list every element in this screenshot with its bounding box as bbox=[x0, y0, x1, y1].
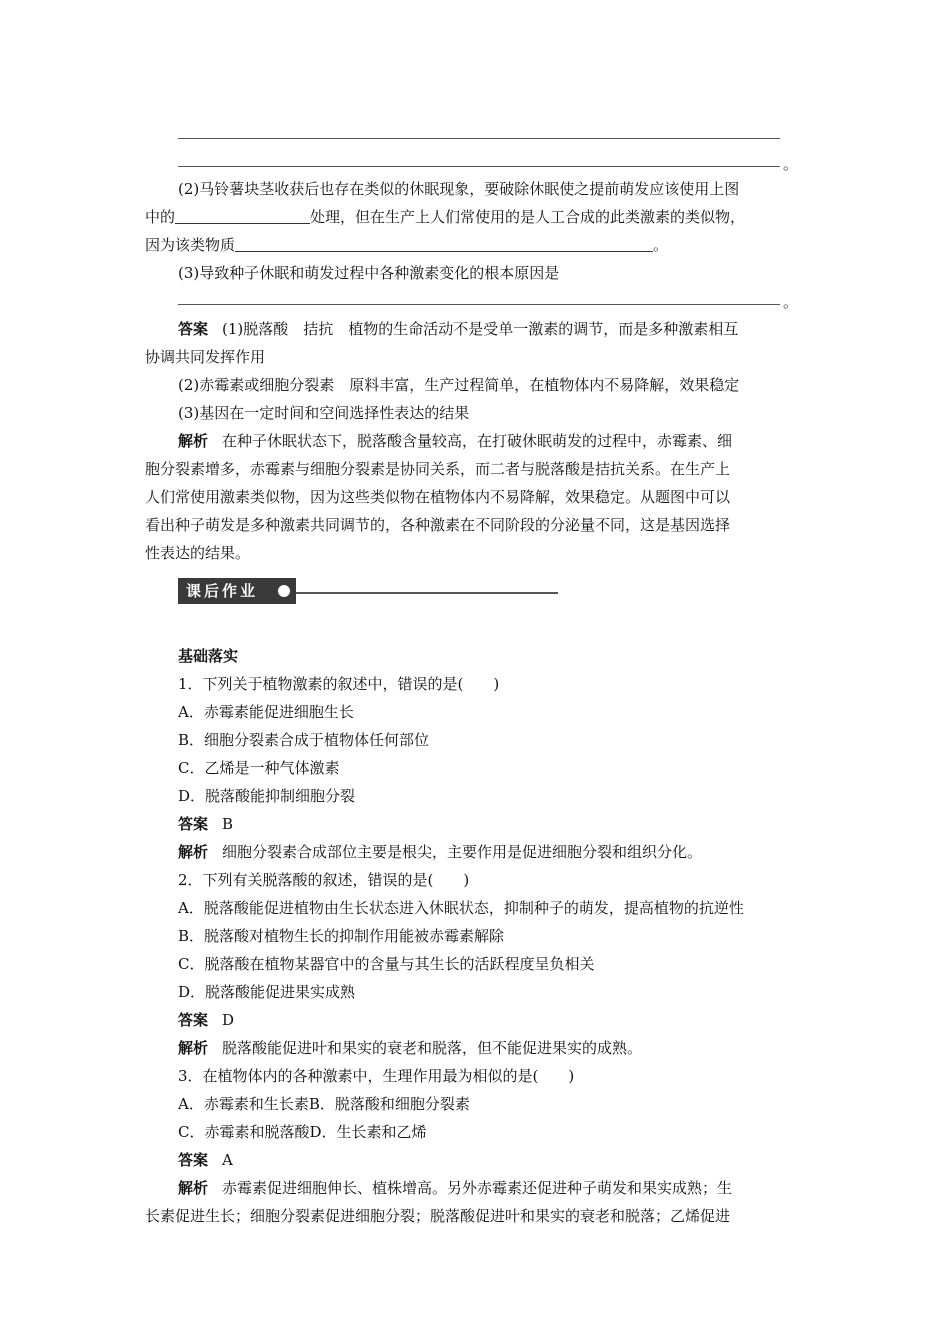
analysis-label: 解析 bbox=[178, 1179, 209, 1197]
analysis-label: 解析 bbox=[178, 843, 209, 861]
analysis-line: 胞分裂素增多，赤霉素与细胞分裂素是协同关系，而二者与脱落酸是拮抗关系。在生产上 bbox=[145, 460, 731, 478]
answer-label: 答案 bbox=[178, 320, 209, 338]
analysis-line: 解析 细胞分裂素合成部位主要是根尖，主要作用是促进细胞分裂和组织分化。 bbox=[178, 843, 703, 861]
blank-period: 。 bbox=[783, 293, 799, 311]
question-stem: 1．下列关于植物激素的叙述中，错误的是( ) bbox=[178, 675, 500, 693]
answer-blank-line bbox=[178, 138, 780, 139]
question-2-line: 中的 处理，但在生产上人们常使用的是人工合成的此类激素的类似物， bbox=[145, 208, 746, 226]
analysis-line: 解析 脱落酸能促进叶和果实的衰老和脱落，但不能促进果实的成熟。 bbox=[178, 1039, 643, 1057]
answer-line: (2)赤霉素或细胞分裂素 原料丰富，生产过程简单，在植物体内不易降解，效果稳定 bbox=[178, 376, 740, 394]
question-2-line: (2)马铃薯块茎收获后也存在类似的休眠现象，要破除休眠使之提前萌发应该使用上图 bbox=[178, 180, 740, 198]
question-3-line: (3)导致种子休眠和萌发过程中各种激素变化的根本原因是 bbox=[178, 264, 560, 282]
question-option: B．脱落酸对植物生长的抑制作用能被赤霉素解除 bbox=[178, 927, 505, 945]
analysis-line: 人们常使用激素类似物，因为这些类似物在植物体内不易降解，效果稳定。从题图中可以 bbox=[145, 488, 731, 506]
analysis-line: 性表达的结果。 bbox=[145, 544, 251, 562]
subsection-title: 基础落实 bbox=[178, 647, 239, 665]
fill-blank bbox=[235, 235, 653, 252]
answer-label: 答案 bbox=[178, 815, 209, 833]
analysis-label: 解析 bbox=[178, 1039, 209, 1057]
question-stem: 3．在植物体内的各种激素中，生理作用最为相似的是( ) bbox=[178, 1067, 575, 1085]
analysis-label: 解析 bbox=[178, 432, 209, 450]
question-option: D．脱落酸能抑制细胞分裂 bbox=[178, 787, 356, 805]
answer-line: (3)基因在一定时间和空间选择性表达的结果 bbox=[178, 404, 470, 422]
section-header bbox=[178, 578, 558, 606]
answer-label: 答案 bbox=[178, 1151, 209, 1169]
answer-line: 答案 A bbox=[178, 1151, 233, 1169]
answer-blank-line bbox=[178, 166, 780, 167]
question-stem: 2．下列有关脱落酸的叙述，错误的是( ) bbox=[178, 871, 470, 889]
answer-line: 答案 D bbox=[178, 1011, 235, 1029]
question-option: B．细胞分裂素合成于植物体任何部位 bbox=[178, 731, 430, 749]
question-2-line: 因为该类物质 。 bbox=[145, 236, 669, 254]
question-option: A．脱落酸能促进植物由生长状态进入休眠状态，抑制种子的萌发，提高植物的抗逆性 bbox=[178, 899, 744, 917]
analysis-line: 解析 在种子休眠状态下，脱落酸含量较高，在打破休眠萌发的过程中，赤霉素、细 bbox=[178, 432, 733, 450]
section-title: 课后作业 bbox=[178, 578, 296, 604]
analysis-line: 解析 赤霉素促进细胞伸长、植株增高。另外赤霉素还促进种子萌发和果实成熟；生 bbox=[178, 1179, 733, 1197]
question-option: C．乙烯是一种气体激素 bbox=[178, 759, 340, 777]
blank-period: 。 bbox=[783, 155, 799, 173]
question-option: A．赤霉素和生长素B．脱落酸和细胞分裂素 bbox=[178, 1095, 470, 1113]
fill-blank bbox=[175, 207, 310, 224]
question-option: D．脱落酸能促进果实成熟 bbox=[178, 983, 356, 1001]
answer-line: 协调共同发挥作用 bbox=[145, 348, 266, 366]
analysis-line: 看出种子萌发是多种激素共同调节的，各种激素在不同阶段的分泌量不同，这是基因选择 bbox=[145, 516, 731, 534]
question-option: C．赤霉素和脱落酸D．生长素和乙烯 bbox=[178, 1123, 427, 1141]
section-divider bbox=[296, 592, 558, 594]
bullet-dot-icon bbox=[278, 585, 290, 597]
answer-line: 答案 (1)脱落酸 拮抗 植物的生命活动不是受单一激素的调节，而是多种激素相互 bbox=[178, 320, 739, 338]
answer-label: 答案 bbox=[178, 1011, 209, 1029]
question-option: C．脱落酸在植物某器官中的含量与其生长的活跃程度呈负相关 bbox=[178, 955, 595, 973]
answer-blank-line bbox=[178, 304, 780, 305]
question-option: A．赤霉素能促进细胞生长 bbox=[178, 703, 354, 721]
analysis-line: 长素促进生长；细胞分裂素促进细胞分裂；脱落酸促进叶和果实的衰老和脱落；乙烯促进 bbox=[145, 1207, 731, 1225]
answer-line: 答案 B bbox=[178, 815, 234, 833]
